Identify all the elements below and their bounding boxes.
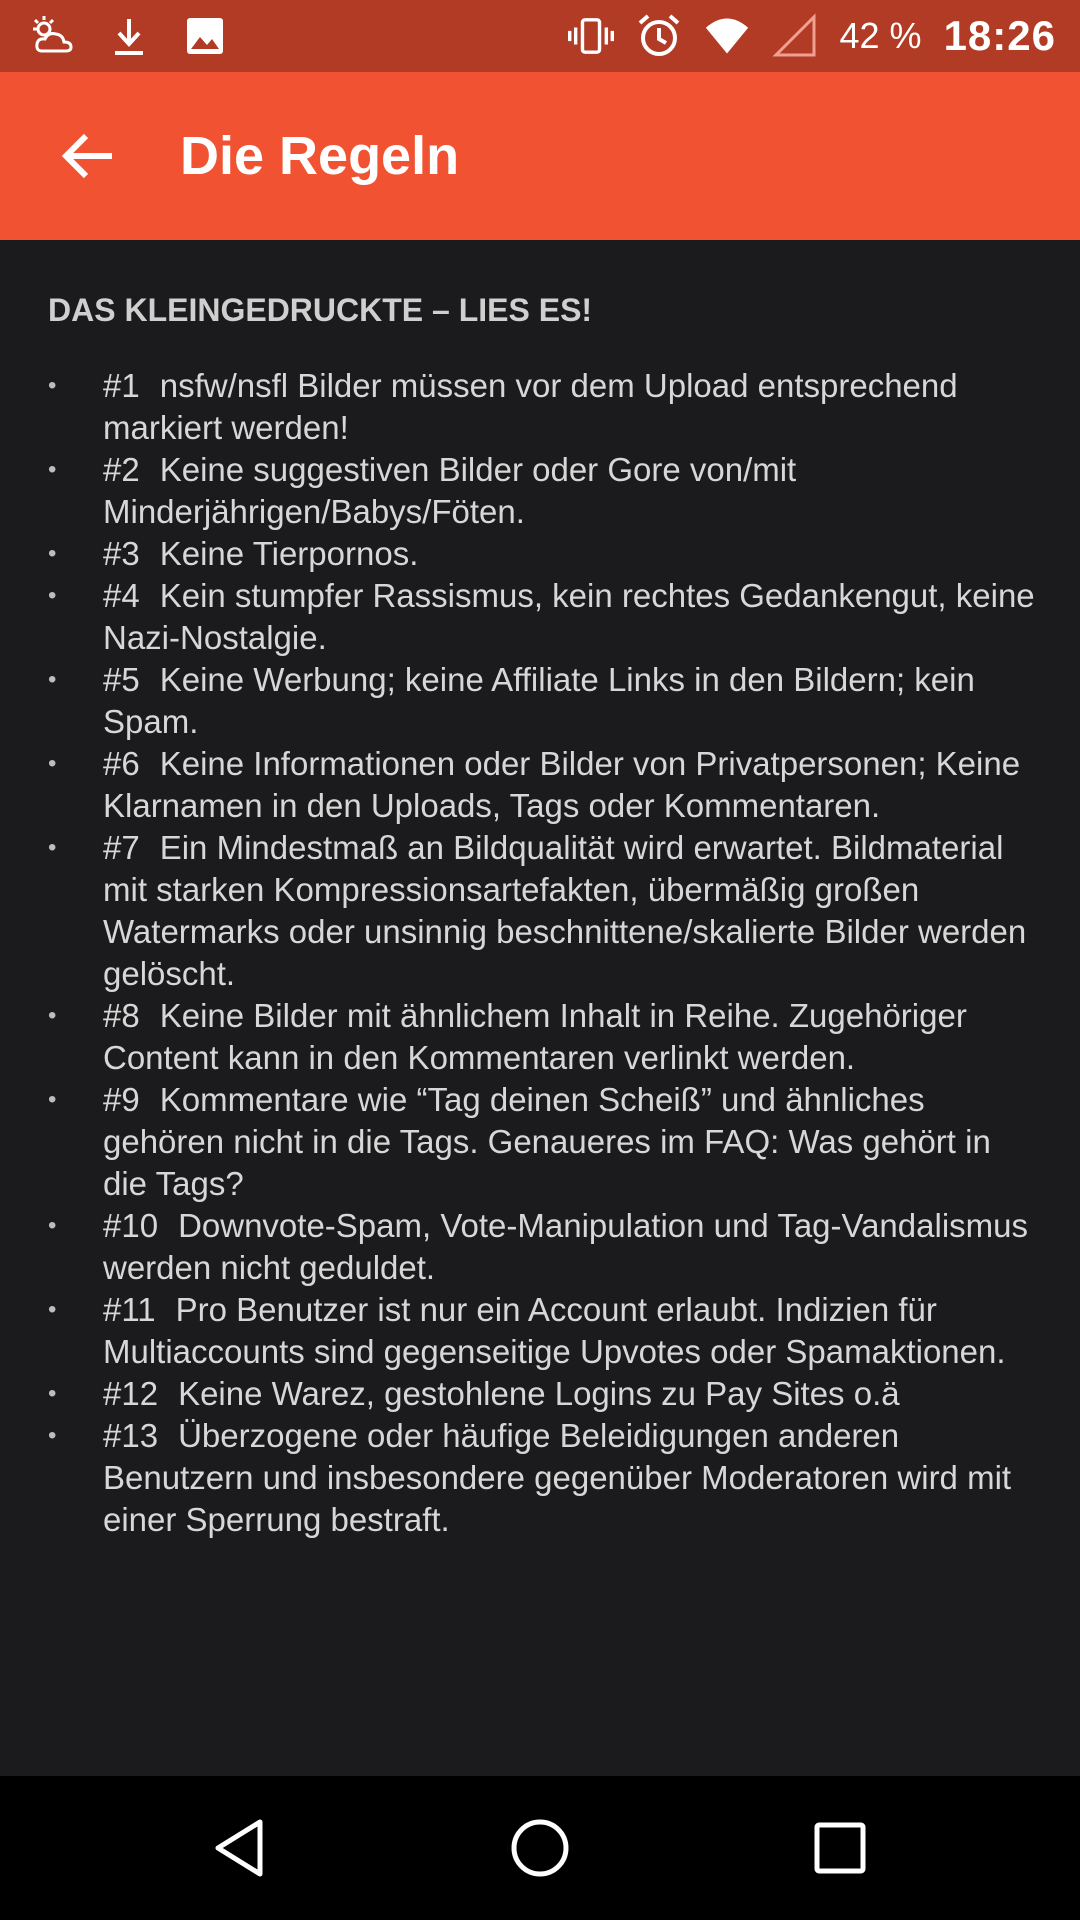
rule-item bbox=[48, 827, 1038, 995]
rule-item bbox=[48, 1205, 1038, 1289]
status-left-icons bbox=[30, 0, 228, 72]
rule-number: #12 bbox=[103, 1375, 159, 1412]
rule-text: Keine Informationen oder Bilder von Privatpersonen; Keine Klarnamen in den Uploads, Tags oder Kommentaren. bbox=[103, 745, 1021, 824]
bullet-icon: • bbox=[48, 834, 57, 861]
rule-text: Kommentare wie “Tag deinen Scheiß” und ähnliches gehören nicht in die Tags. Genaueres im FAQ: Was gehört in die Tags? bbox=[103, 1081, 991, 1202]
rules-heading: DAS KLEINGEDRUCKTE – LIES ES! bbox=[48, 292, 593, 328]
rule-item bbox=[48, 449, 1038, 533]
rule-text: Keine Tierpornos. bbox=[159, 535, 419, 572]
rule-item bbox=[48, 365, 1038, 449]
alarm-icon bbox=[636, 13, 682, 59]
rule-number: #1 bbox=[103, 367, 140, 404]
rule-item bbox=[48, 533, 1038, 575]
triangle-back-icon bbox=[208, 1816, 272, 1880]
rule-number: #8 bbox=[103, 997, 140, 1034]
vibrate-icon bbox=[568, 13, 614, 59]
rule-number: #13 bbox=[103, 1417, 159, 1454]
rule-number: #4 bbox=[103, 577, 140, 614]
page-title: Die Regeln bbox=[180, 126, 460, 186]
square-recents-icon bbox=[808, 1816, 872, 1880]
rule-text: Kein stumpfer Rassismus, kein rechtes Gedankengut, keine Nazi-Nostalgie. bbox=[103, 577, 1035, 656]
app-bar bbox=[0, 72, 1080, 240]
bullet-icon: • bbox=[48, 1422, 57, 1449]
rule-item bbox=[48, 743, 1038, 827]
rule-number: #7 bbox=[103, 829, 140, 866]
clock: 18:26 bbox=[943, 12, 1056, 59]
bullet-icon: • bbox=[48, 1086, 57, 1113]
rules-list bbox=[48, 365, 1038, 1541]
navigation-bar bbox=[0, 1776, 1080, 1920]
rule-item bbox=[48, 1373, 1038, 1415]
rule-text: Pro Benutzer ist nur ein Account erlaubt. Indizien für Multiaccounts sind gegenseitige Upvotes oder Spamaktionen. bbox=[103, 1291, 1006, 1370]
rules-content[interactable] bbox=[0, 240, 1080, 1776]
rule-item bbox=[48, 995, 1038, 1079]
rule-item bbox=[48, 659, 1038, 743]
rule-number: #3 bbox=[103, 535, 140, 572]
rule-text: Überzogene oder häufige Beleidigungen anderen Benutzern und insbesondere gegenüber Moderatoren wird mit einer Sperrung bestraft. bbox=[103, 1417, 1012, 1538]
bullet-icon: • bbox=[48, 666, 57, 693]
rule-item bbox=[48, 1289, 1038, 1373]
rule-text: Ein Mindestmaß an Bildqualität wird erwartet. Bildmaterial mit starken Kompressionsartefakten, übermäßig großen Watermarks oder unsinnig beschnittene/skalierte Bilder werden gelöscht. bbox=[103, 829, 1027, 992]
nav-home-button[interactable] bbox=[500, 1808, 580, 1888]
nav-back-button[interactable] bbox=[200, 1808, 280, 1888]
nav-recents-button[interactable] bbox=[800, 1808, 880, 1888]
rule-text: nsfw/nsfl Bilder müssen vor dem Upload entsprechend markiert werden! bbox=[103, 367, 958, 446]
bullet-icon: • bbox=[48, 456, 57, 483]
bullet-icon: • bbox=[48, 1212, 57, 1239]
rule-number: #5 bbox=[103, 661, 140, 698]
wifi-icon bbox=[704, 13, 750, 59]
rule-text: Keine Warez, gestohlene Logins zu Pay Sites o.ä bbox=[178, 1375, 900, 1412]
bullet-icon: • bbox=[48, 1002, 57, 1029]
rule-number: #2 bbox=[103, 451, 140, 488]
signal-icon bbox=[772, 13, 818, 59]
rule-number: #10 bbox=[103, 1207, 159, 1244]
bullet-icon: • bbox=[48, 1296, 57, 1323]
rule-item bbox=[48, 1079, 1038, 1205]
rule-item bbox=[48, 575, 1038, 659]
rule-text: Keine Bilder mit ähnlichem Inhalt in Reihe. Zugehöriger Content kann in den Kommentaren verlinkt werden. bbox=[103, 997, 967, 1076]
image-icon bbox=[182, 13, 228, 59]
status-bar bbox=[0, 0, 1080, 72]
rule-number: #11 bbox=[103, 1291, 156, 1328]
bullet-icon: • bbox=[48, 582, 57, 609]
status-right-icons bbox=[568, 0, 1056, 72]
battery-percentage: 42 % bbox=[839, 15, 922, 56]
weather-icon bbox=[30, 13, 76, 59]
bullet-icon: • bbox=[48, 540, 57, 567]
rule-text: Keine suggestiven Bilder oder Gore von/mit Minderjährigen/Babys/Föten. bbox=[103, 451, 797, 530]
arrow-left-icon bbox=[60, 128, 116, 184]
rule-number: #9 bbox=[103, 1081, 140, 1118]
rule-number: #6 bbox=[103, 745, 140, 782]
rule-text: Keine Werbung; keine Affiliate Links in den Bildern; kein Spam. bbox=[103, 661, 975, 740]
bullet-icon: • bbox=[48, 750, 57, 777]
rule-text: Downvote-Spam, Vote-Manipulation und Tag-Vandalismus werden nicht geduldet. bbox=[103, 1207, 1028, 1286]
download-icon bbox=[106, 13, 152, 59]
rule-item bbox=[48, 1415, 1038, 1541]
circle-home-icon bbox=[508, 1816, 572, 1880]
bullet-icon: • bbox=[48, 1380, 57, 1407]
back-button[interactable] bbox=[56, 124, 120, 188]
bullet-icon: • bbox=[48, 372, 57, 399]
